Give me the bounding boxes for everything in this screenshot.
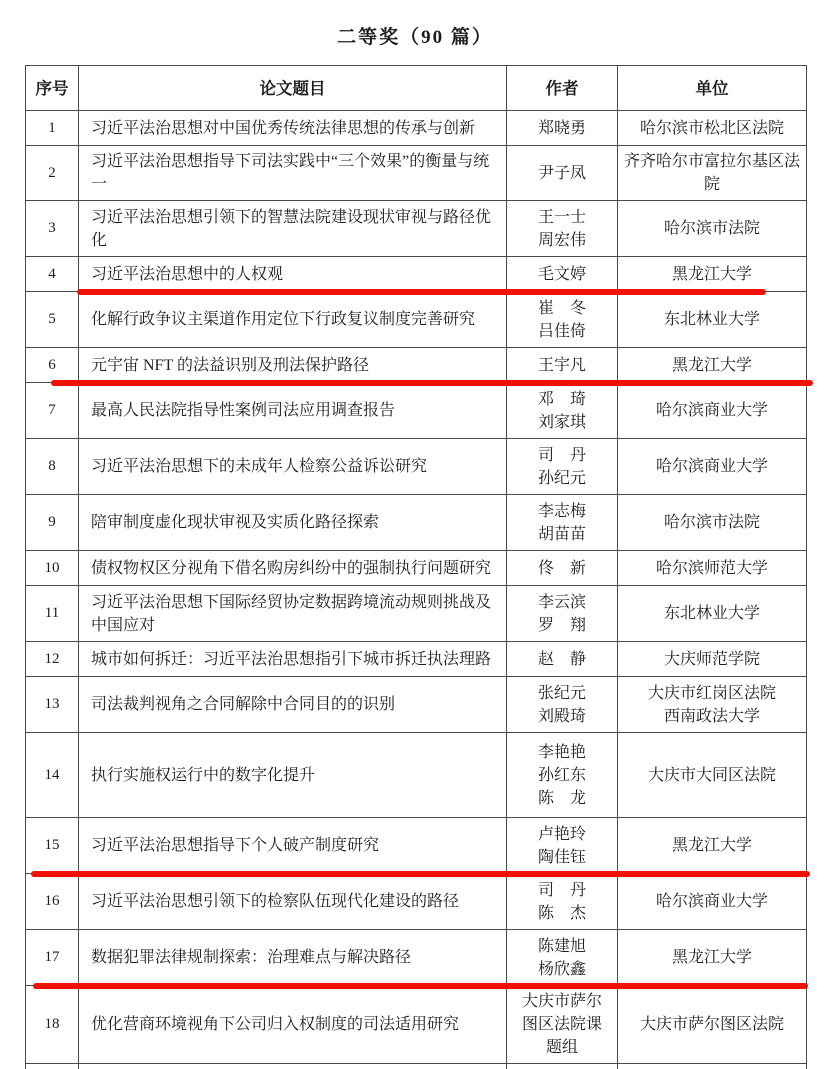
author-name: 陈 龙 xyxy=(537,789,586,807)
unit-name: 大庆师范学院 xyxy=(663,650,760,668)
unit-name: 黑龙江大学 xyxy=(671,837,752,854)
author-name: 王一士 xyxy=(537,208,586,226)
author-cell xyxy=(506,642,617,676)
table-row xyxy=(26,494,806,550)
author-name: 孙红东 xyxy=(537,766,586,784)
author-name: 司 丹 xyxy=(537,881,586,899)
author-name: 吕佳倚 xyxy=(537,322,586,340)
unit-cell xyxy=(617,257,806,291)
row-number: 13 xyxy=(44,696,60,712)
paper-title: 执行实施权运行中的数字化提升 xyxy=(91,766,316,784)
table-row xyxy=(26,641,806,676)
unit-cell xyxy=(617,733,806,817)
unit-cell xyxy=(617,677,806,732)
author-name: 胡苗苗 xyxy=(537,525,586,543)
unit-name: 黑龙江大学 xyxy=(671,356,752,374)
unit-name: 哈尔滨商业大学 xyxy=(655,458,768,475)
table-row xyxy=(26,550,806,585)
paper-title-cell xyxy=(78,111,506,145)
paper-title-cell xyxy=(78,874,506,929)
unit-name: 大庆市萨尔图区法院 xyxy=(639,1016,784,1033)
unit-name: 黑龙江大学 xyxy=(671,265,752,283)
table-row xyxy=(26,200,806,256)
unit-name: 东北林业大学 xyxy=(663,605,760,622)
unit-cell xyxy=(617,383,806,438)
paper-title-cell xyxy=(78,586,506,641)
paper-title: 陪审制度虚化现状审视及实质化路径探索 xyxy=(91,514,380,531)
author-cell xyxy=(506,292,617,347)
author-name: 张纪元 xyxy=(537,684,586,702)
unit-cell xyxy=(617,111,806,145)
page-title: 二等奖（90 篇） xyxy=(337,27,493,48)
unit-cell xyxy=(617,586,806,641)
row-number: 15 xyxy=(44,837,60,853)
unit-name: 哈尔滨商业大学 xyxy=(655,402,768,419)
paper-title: 司法裁判视角之合同解除中合同目的的识别 xyxy=(91,696,396,713)
author-name: 周宏伟 xyxy=(537,231,586,249)
row-number: 18 xyxy=(44,1016,60,1032)
red-underline-annotation xyxy=(33,983,808,989)
author-name: 卢艳玲 xyxy=(537,825,586,843)
paper-title-cell xyxy=(78,677,506,732)
row-number: 12 xyxy=(44,650,60,667)
author-cell xyxy=(506,348,617,382)
author-name: 王宇凡 xyxy=(537,356,586,374)
author-cell xyxy=(506,257,617,291)
unit-name: 哈尔滨市松北区法院 xyxy=(639,119,784,137)
unit-cell xyxy=(617,201,806,256)
paper-title-cell xyxy=(78,201,506,256)
author-name: 邓 琦 xyxy=(537,390,586,408)
author-cell xyxy=(506,383,617,438)
red-underline-annotation xyxy=(77,289,766,295)
paper-title: 习近平法治思想指导下个人破产制度研究 xyxy=(91,837,380,854)
author-cell xyxy=(506,733,617,817)
unit-cell xyxy=(617,551,806,585)
unit-name: 哈尔滨市法院 xyxy=(663,220,760,237)
unit-cell xyxy=(617,348,806,382)
author-name: 孙纪元 xyxy=(537,469,586,487)
author-name: 陈建旭 xyxy=(537,937,586,955)
author-name: 崔 冬 xyxy=(537,299,586,317)
table-row xyxy=(26,817,806,873)
author-name: 陈 杰 xyxy=(537,904,586,922)
author-cell xyxy=(506,495,617,550)
table-row xyxy=(26,438,806,494)
red-underline-annotation xyxy=(51,380,813,386)
author-name: 陶佳钰 xyxy=(537,848,586,866)
unit-cell xyxy=(617,146,806,200)
row-number: 8 xyxy=(48,458,56,474)
author-name: 佟 新 xyxy=(537,559,586,577)
paper-title-cell xyxy=(78,642,506,676)
paper-title-cell xyxy=(78,733,506,817)
table-header-row xyxy=(26,66,806,110)
paper-title-cell xyxy=(78,383,506,438)
row-number: 10 xyxy=(44,559,60,576)
table-row xyxy=(26,676,806,732)
author-name: 赵 静 xyxy=(537,650,586,668)
paper-title: 数据犯罪法律规制探索：治理难点与解决路径 xyxy=(91,949,412,966)
row-number xyxy=(26,1064,78,1069)
row-number: 9 xyxy=(48,514,56,530)
unit-cell xyxy=(617,439,806,494)
paper-title-cell xyxy=(78,818,506,873)
row-number: 11 xyxy=(44,605,60,621)
paper-title-cell xyxy=(78,146,506,200)
row-number: 2 xyxy=(48,164,56,181)
unit-name: 西南政法大学 xyxy=(663,707,760,725)
paper-title-cell xyxy=(78,292,506,347)
row-number: 7 xyxy=(48,402,56,418)
row-number: 14 xyxy=(44,766,60,783)
paper-title-cell xyxy=(78,1064,506,1069)
paper-title: 化解行政争议主渠道作用定位下行政复议制度完善研究 xyxy=(91,311,476,328)
paper-title: 城市如何拆迁：习近平法治思想指引下城市拆迁执法理路 xyxy=(91,650,492,668)
unit-name: 大庆市大同区法院 xyxy=(647,766,776,784)
author-name: 司 丹 xyxy=(537,446,586,464)
unit-cell xyxy=(617,874,806,929)
author-name: 杨欣鑫 xyxy=(537,960,586,978)
unit-cell xyxy=(617,495,806,550)
paper-title: 元宇宙 NFT 的法益识别及刑法保护路径 xyxy=(91,356,369,374)
author-cell xyxy=(506,586,617,641)
unit-cell xyxy=(617,818,806,873)
table-row xyxy=(26,145,806,200)
paper-title: 债权物权区分视角下借名购房纠纷中的强制执行问题研究 xyxy=(91,559,492,577)
author-name: 毛文婷 xyxy=(537,265,586,283)
author-name: 李艳艳 xyxy=(537,743,586,761)
award-table xyxy=(25,65,807,1069)
paper-title: 最高人民法院指导性案例司法应用调查报告 xyxy=(91,402,396,419)
unit-name: 东北林业大学 xyxy=(663,311,760,328)
table-row-partial xyxy=(26,1063,806,1069)
table-row xyxy=(26,347,806,382)
paper-title: 习近平法治思想中的人权观 xyxy=(91,265,284,283)
unit-name: 哈尔滨师范大学 xyxy=(655,559,768,577)
col-header-author: 作者 xyxy=(506,66,617,110)
paper-title: 习近平法治思想指导下司法实践中“三个效果”的衡量与统一 xyxy=(91,153,490,193)
table-row xyxy=(26,110,806,145)
unit-cell xyxy=(617,986,806,1063)
paper-title: 习近平法治思想对中国优秀传统法律思想的传承与创新 xyxy=(91,119,476,137)
row-number: 16 xyxy=(44,893,60,909)
row-number: 17 xyxy=(44,949,60,965)
unit-name: 黑龙江大学 xyxy=(671,949,752,966)
red-underline-annotation xyxy=(31,871,810,877)
author-cell xyxy=(506,677,617,732)
table-row xyxy=(26,985,806,1063)
author-name: 大庆市萨尔图区法院课题组 xyxy=(521,993,602,1056)
unit-name: 哈尔滨商业大学 xyxy=(655,893,768,910)
author-name: 尹子凤 xyxy=(537,164,586,182)
paper-title: 习近平法治思想引领下的检察队伍现代化建设的路径 xyxy=(91,893,460,910)
author-name: 郑晓勇 xyxy=(537,119,586,137)
unit-name: 哈尔滨市法院 xyxy=(663,514,760,531)
unit-cell xyxy=(617,292,806,347)
paper-title: 习近平法治思想下的未成年人检察公益诉讼研究 xyxy=(91,458,428,475)
table-row xyxy=(26,256,806,291)
col-header-title: 论文题目 xyxy=(78,66,506,110)
table-row xyxy=(26,732,806,817)
row-number: 1 xyxy=(48,119,56,136)
author-cell xyxy=(506,111,617,145)
table-row xyxy=(26,382,806,438)
author-name: 李云滨 xyxy=(537,593,586,611)
author-cell xyxy=(506,818,617,873)
table-body xyxy=(26,110,806,1069)
author-cell xyxy=(506,874,617,929)
table-row xyxy=(26,585,806,641)
unit-name: 大庆市红岗区法院 xyxy=(647,684,776,702)
paper-title: 优化营商环境视角下公司归入权制度的司法适用研究 xyxy=(91,1016,460,1033)
author-name: 李志梅 xyxy=(537,502,586,520)
paper-title: 习近平法治思想下国际经贸协定数据跨境流动规则挑战及中国应对 xyxy=(91,593,492,634)
paper-title-cell xyxy=(78,439,506,494)
author-cell xyxy=(506,146,617,200)
author-name: 罗 翔 xyxy=(537,616,586,634)
paper-title-cell xyxy=(78,495,506,550)
paper-title-cell xyxy=(78,257,506,291)
paper-title-cell xyxy=(78,930,506,985)
paper-title-cell xyxy=(78,986,506,1063)
row-number: 4 xyxy=(48,265,56,282)
author-cell xyxy=(506,986,617,1063)
paper-title: 习近平法治思想引领下的智慧法院建设现状审视与路径优化 xyxy=(91,208,492,249)
col-header-no: 序号 xyxy=(35,78,69,98)
author-name: 刘殿琦 xyxy=(537,707,586,725)
paper-title-cell xyxy=(78,551,506,585)
author-cell xyxy=(506,439,617,494)
table-row xyxy=(26,873,806,929)
unit-cell xyxy=(617,930,806,985)
author-cell xyxy=(506,551,617,585)
row-number: 6 xyxy=(48,356,56,373)
unit-cell xyxy=(617,642,806,676)
row-number: 3 xyxy=(48,220,56,236)
unit-name: 齐齐哈尔市富拉尔基区法院 xyxy=(623,153,800,193)
table-row xyxy=(26,291,806,347)
col-header-unit: 单位 xyxy=(617,66,806,110)
row-number: 5 xyxy=(48,311,56,327)
author-cell xyxy=(506,930,617,985)
unit-cell xyxy=(617,1064,806,1069)
author-cell xyxy=(506,1064,617,1069)
paper-title-cell xyxy=(78,348,506,382)
author-name: 刘家琪 xyxy=(537,413,586,431)
table-row xyxy=(26,929,806,985)
author-cell xyxy=(506,201,617,256)
